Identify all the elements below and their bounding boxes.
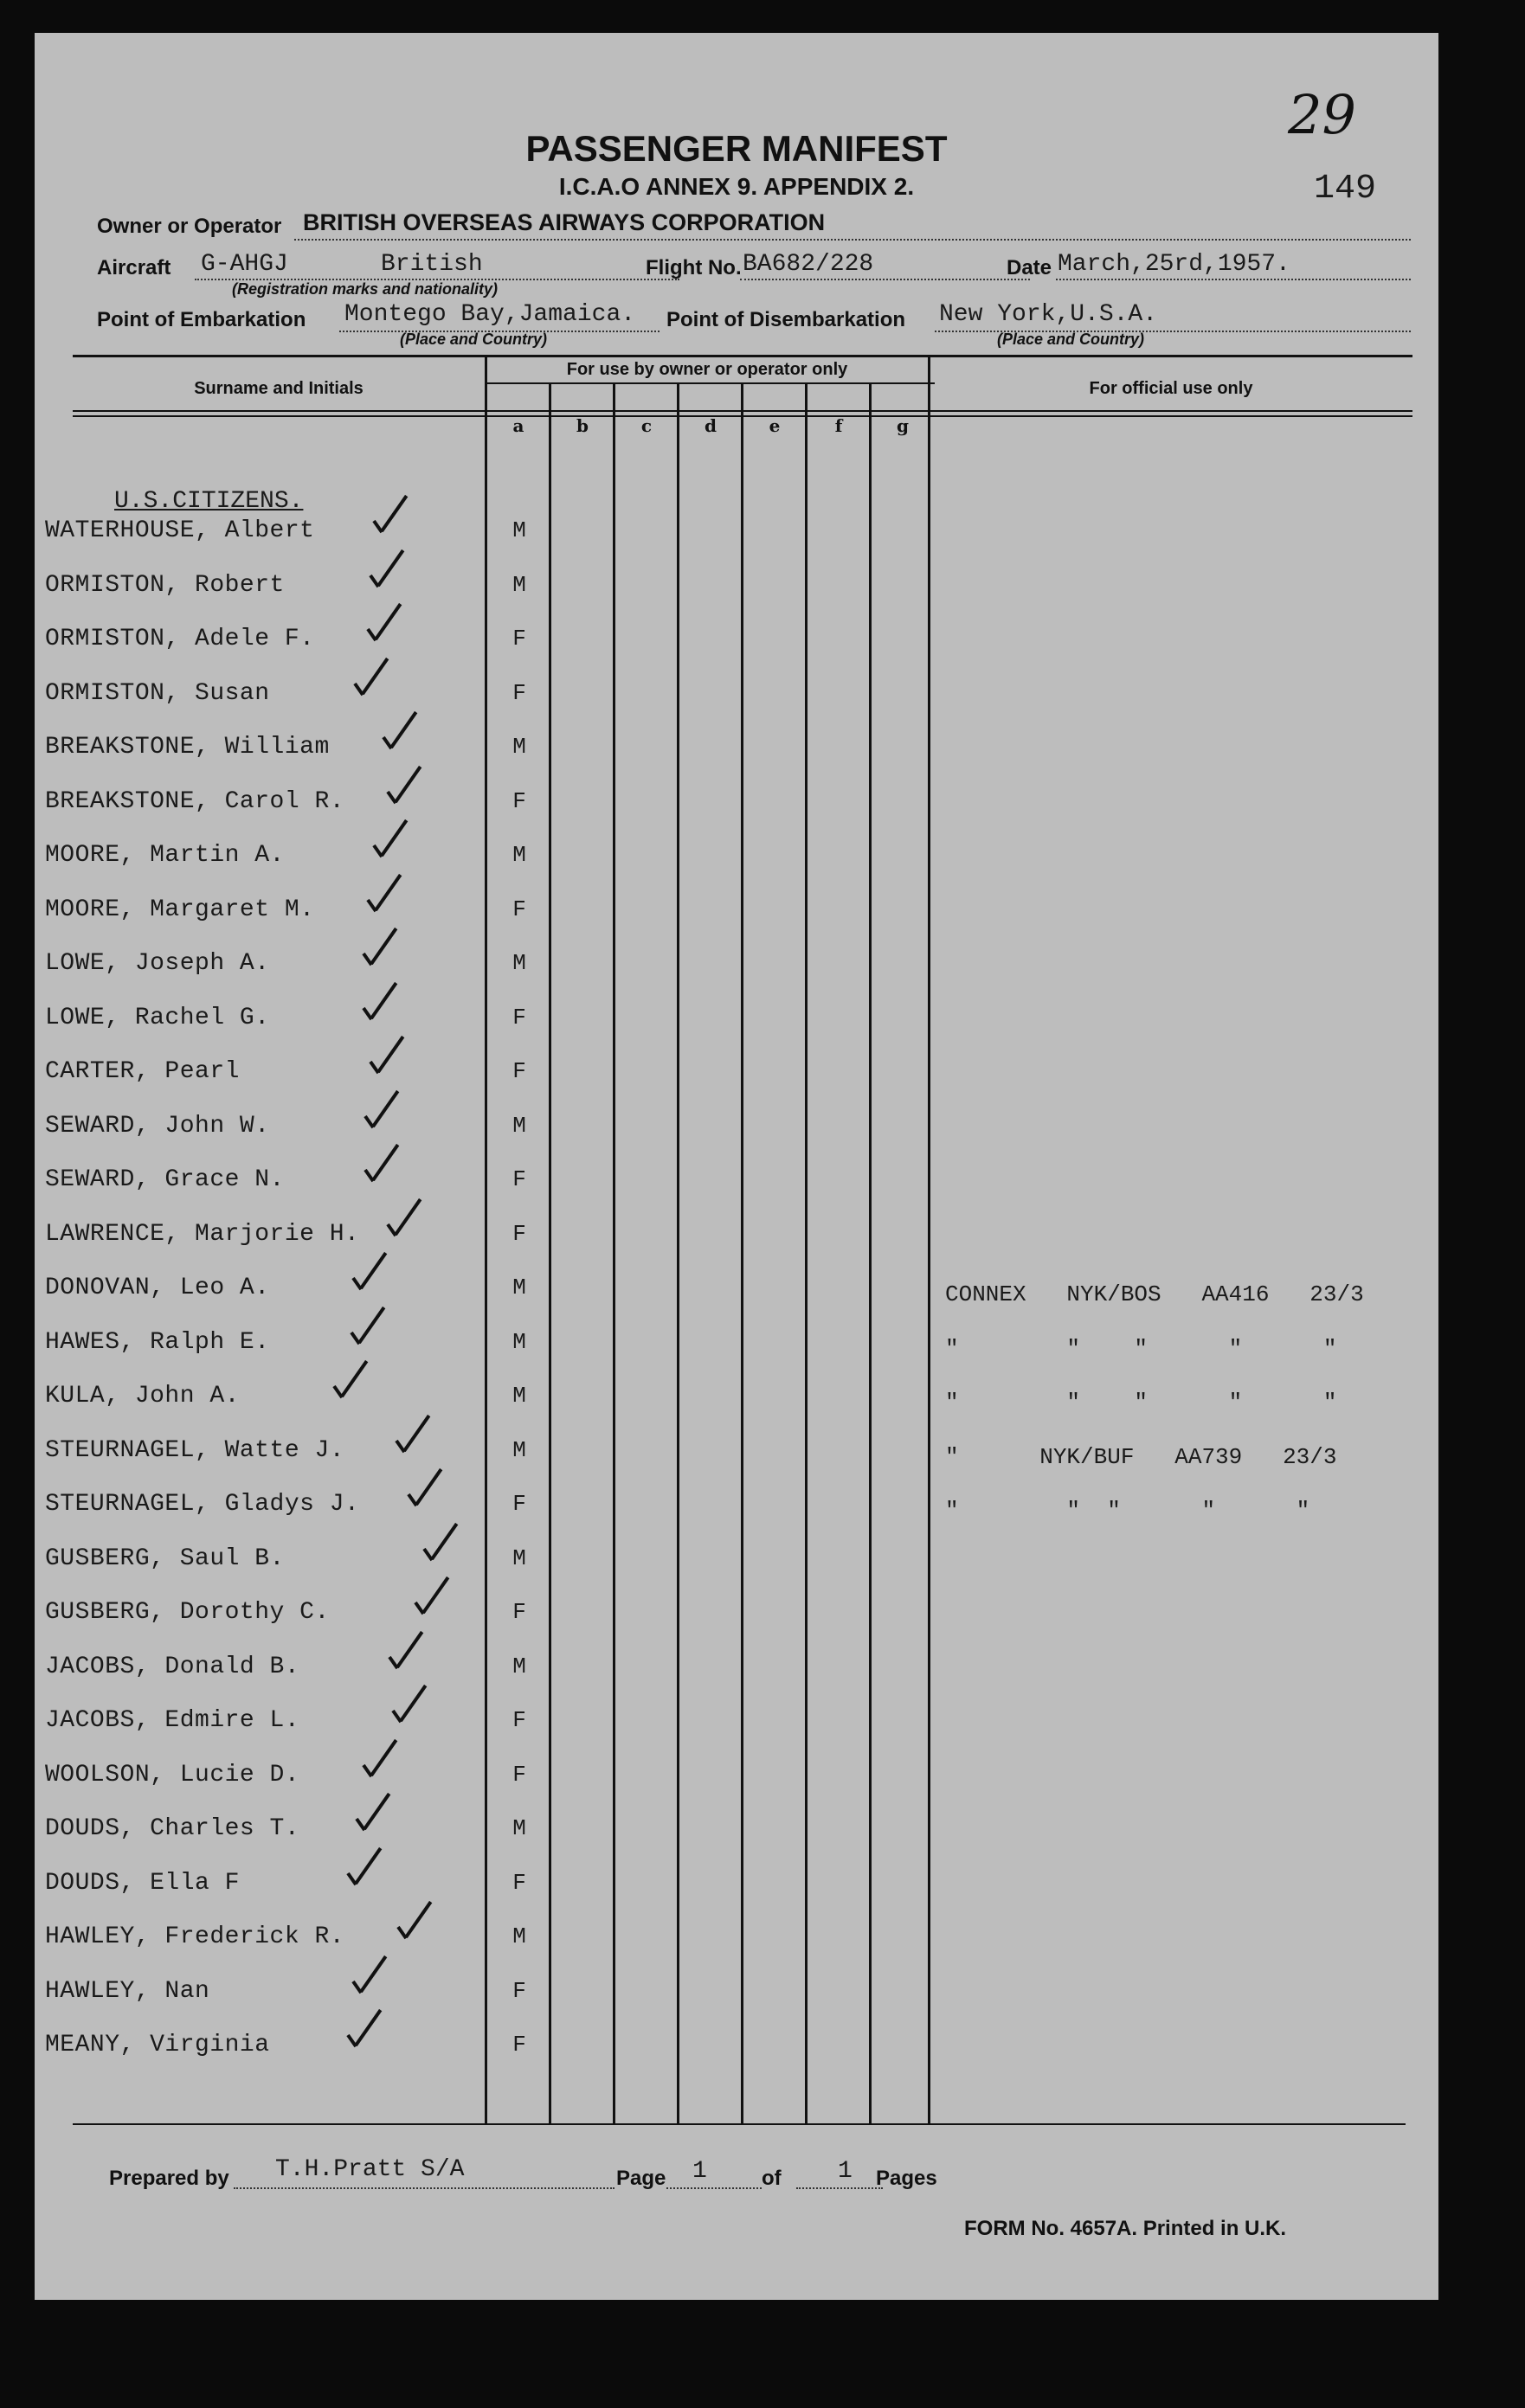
passenger-name: JACOBS, Edmire L. <box>45 1707 300 1734</box>
passenger-name: DONOVAN, Leo A. <box>45 1275 270 1301</box>
column-divider-b <box>613 384 615 2123</box>
passenger-sex: M <box>512 1653 526 1679</box>
of-dotline <box>796 2187 883 2189</box>
passenger-sex: F <box>512 626 526 652</box>
passenger-sex: F <box>512 896 526 922</box>
passenger-name: CARTER, Pearl <box>45 1058 240 1085</box>
passenger-sex: M <box>512 734 526 760</box>
passenger-sex: M <box>512 572 526 598</box>
passenger-name: DOUDS, Ella F <box>45 1870 240 1897</box>
form-title: PASSENGER MANIFEST <box>525 128 948 169</box>
passenger-name: BREAKSTONE, William <box>45 734 330 761</box>
passenger-name: STEURNAGEL, Watte J. <box>45 1437 345 1464</box>
owner-value: BRITISH OVERSEAS AIRWAYS CORPORATION <box>303 209 826 235</box>
column-header-a: a <box>512 415 524 436</box>
page-value: 1 <box>692 2158 707 2185</box>
passenger-name: LOWE, Joseph A. <box>45 950 270 977</box>
passenger-sex: M <box>512 1383 526 1409</box>
passenger-sex: F <box>512 1978 526 2004</box>
aircraft-caption: (Registration marks and nationality) <box>232 280 499 298</box>
column-divider-d <box>741 384 743 2123</box>
name-column-header: Surname and Initials <box>194 379 364 398</box>
flight-label: Flight No. <box>646 256 742 279</box>
owner-dotline <box>294 239 1411 241</box>
official-note: " " " " " <box>945 1498 1310 1524</box>
passenger-sex: M <box>512 950 526 976</box>
passenger-name: BREAKSTONE, Carol R. <box>45 788 345 815</box>
aircraft-label: Aircraft <box>97 256 171 279</box>
passenger-sex: M <box>512 1545 526 1571</box>
page-stamp-number: 149 <box>1314 170 1377 209</box>
pages-label: Pages <box>876 2167 937 2190</box>
disembarkation-value: New York,U.S.A. <box>939 301 1158 328</box>
of-value: 1 <box>838 2158 853 2185</box>
passenger-sex: F <box>512 1762 526 1788</box>
flight-dotline <box>740 279 1030 280</box>
passenger-name: JACOBS, Donald B. <box>45 1653 300 1680</box>
passenger-sex: F <box>512 1870 526 1896</box>
aircraft-nationality: British <box>381 251 483 278</box>
date-label: Date <box>1007 256 1052 279</box>
passenger-name: STEURNAGEL, Gladys J. <box>45 1491 360 1518</box>
passenger-name: KULA, John A. <box>45 1383 240 1409</box>
column-divider-a <box>549 384 551 2123</box>
column-divider-name <box>485 355 487 2123</box>
passenger-name: GUSBERG, Dorothy C. <box>45 1599 330 1626</box>
passenger-name: HAWES, Ralph E. <box>45 1329 270 1356</box>
passenger-name: MOORE, Margaret M. <box>45 896 315 923</box>
prepared-dotline <box>234 2187 615 2189</box>
passenger-name: DOUDS, Charles T. <box>45 1815 300 1842</box>
owner-use-rule <box>485 382 935 384</box>
passenger-sex: M <box>512 842 526 868</box>
column-header-c: c <box>640 415 653 436</box>
owner-use-header: For use by owner or operator only <box>566 360 848 379</box>
passenger-sex: F <box>512 2032 526 2058</box>
embarkation-label: Point of Embarkation <box>97 308 306 331</box>
prepared-by-label: Prepared by <box>109 2167 229 2190</box>
passenger-name: SEWARD, Grace N. <box>45 1166 285 1193</box>
passenger-sex: F <box>512 1707 526 1733</box>
disembarkation-label: Point of Disembarkation <box>666 308 906 331</box>
section-label: U.S.CITIZENS. <box>114 488 304 515</box>
column-header-f: f <box>834 415 843 436</box>
manifest-paper <box>35 33 1438 2300</box>
table-top-rule <box>73 355 1412 357</box>
passenger-sex: F <box>512 1005 526 1031</box>
passenger-name: LAWRENCE, Marjorie H. <box>45 1221 360 1248</box>
official-note: " " " " " <box>945 1336 1337 1362</box>
prepared-by-value: T.H.Pratt S/A <box>275 2156 465 2183</box>
official-note: CONNEX NYK/BOS AA416 23/3 <box>945 1281 1364 1307</box>
passenger-name: HAWLEY, Frederick R. <box>45 1923 345 1950</box>
disembarkation-caption: (Place and Country) <box>997 331 1145 348</box>
column-divider-f <box>869 384 872 2123</box>
passenger-sex: F <box>512 1599 526 1625</box>
owner-label: Owner or Operator <box>97 215 282 238</box>
passenger-sex: F <box>512 680 526 706</box>
passenger-sex: F <box>512 1491 526 1517</box>
passenger-sex: M <box>512 1437 526 1463</box>
passenger-name: ORMISTON, Robert <box>45 572 285 599</box>
page-dotline <box>666 2187 762 2189</box>
page-label: Page <box>616 2167 666 2190</box>
column-divider-c <box>677 384 679 2123</box>
passenger-sex: F <box>512 1166 526 1192</box>
passenger-sex: M <box>512 1329 526 1355</box>
column-header-d: d <box>705 415 717 436</box>
passenger-name: HAWLEY, Nan <box>45 1978 210 2005</box>
passenger-name: WOOLSON, Lucie D. <box>45 1762 300 1788</box>
passenger-sex: F <box>512 1058 526 1084</box>
column-header-b: b <box>576 415 589 436</box>
form-number: FORM No. 4657A. Printed in U.K. <box>964 2217 1287 2240</box>
of-label: of <box>762 2167 782 2190</box>
passenger-name: SEWARD, John W. <box>45 1113 270 1140</box>
passenger-sex: M <box>512 1923 526 1949</box>
column-header-g: g <box>897 415 909 436</box>
passenger-sex: F <box>512 788 526 814</box>
passenger-sex: M <box>512 1815 526 1841</box>
table-bottom-rule <box>73 2123 1406 2125</box>
official-note: " NYK/BUF AA739 23/3 <box>945 1444 1337 1470</box>
passenger-name: ORMISTON, Susan <box>45 680 270 707</box>
passenger-name: ORMISTON, Adele F. <box>45 626 315 652</box>
passenger-sex: F <box>512 1221 526 1247</box>
official-use-header: For official use only <box>1089 379 1253 398</box>
embarkation-value: Montego Bay,Jamaica. <box>344 301 636 328</box>
corner-number: 29 <box>1288 83 1356 146</box>
embarkation-caption: (Place and Country) <box>400 331 548 348</box>
official-note: " " " " " <box>945 1390 1337 1416</box>
flight-number: BA682/228 <box>743 251 874 278</box>
passenger-sex: M <box>512 1275 526 1300</box>
date-dotline <box>1056 279 1411 280</box>
passenger-name: MOORE, Martin A. <box>45 842 285 869</box>
passenger-name: LOWE, Rachel G. <box>45 1005 270 1031</box>
form-subtitle: I.C.A.O ANNEX 9. APPENDIX 2. <box>558 173 915 200</box>
date-value: March,25rd,1957. <box>1058 251 1290 278</box>
passenger-sex: M <box>512 517 526 543</box>
column-divider-e <box>805 384 808 2123</box>
passenger-name: WATERHOUSE, Albert <box>45 517 315 544</box>
column-header-e: e <box>769 415 781 436</box>
passenger-name: MEANY, Virginia <box>45 2032 270 2058</box>
passenger-name: GUSBERG, Saul B. <box>45 1545 285 1572</box>
column-divider-official <box>928 355 930 2123</box>
passenger-sex: M <box>512 1113 526 1139</box>
aircraft-registration: G-AHGJ <box>201 251 288 278</box>
